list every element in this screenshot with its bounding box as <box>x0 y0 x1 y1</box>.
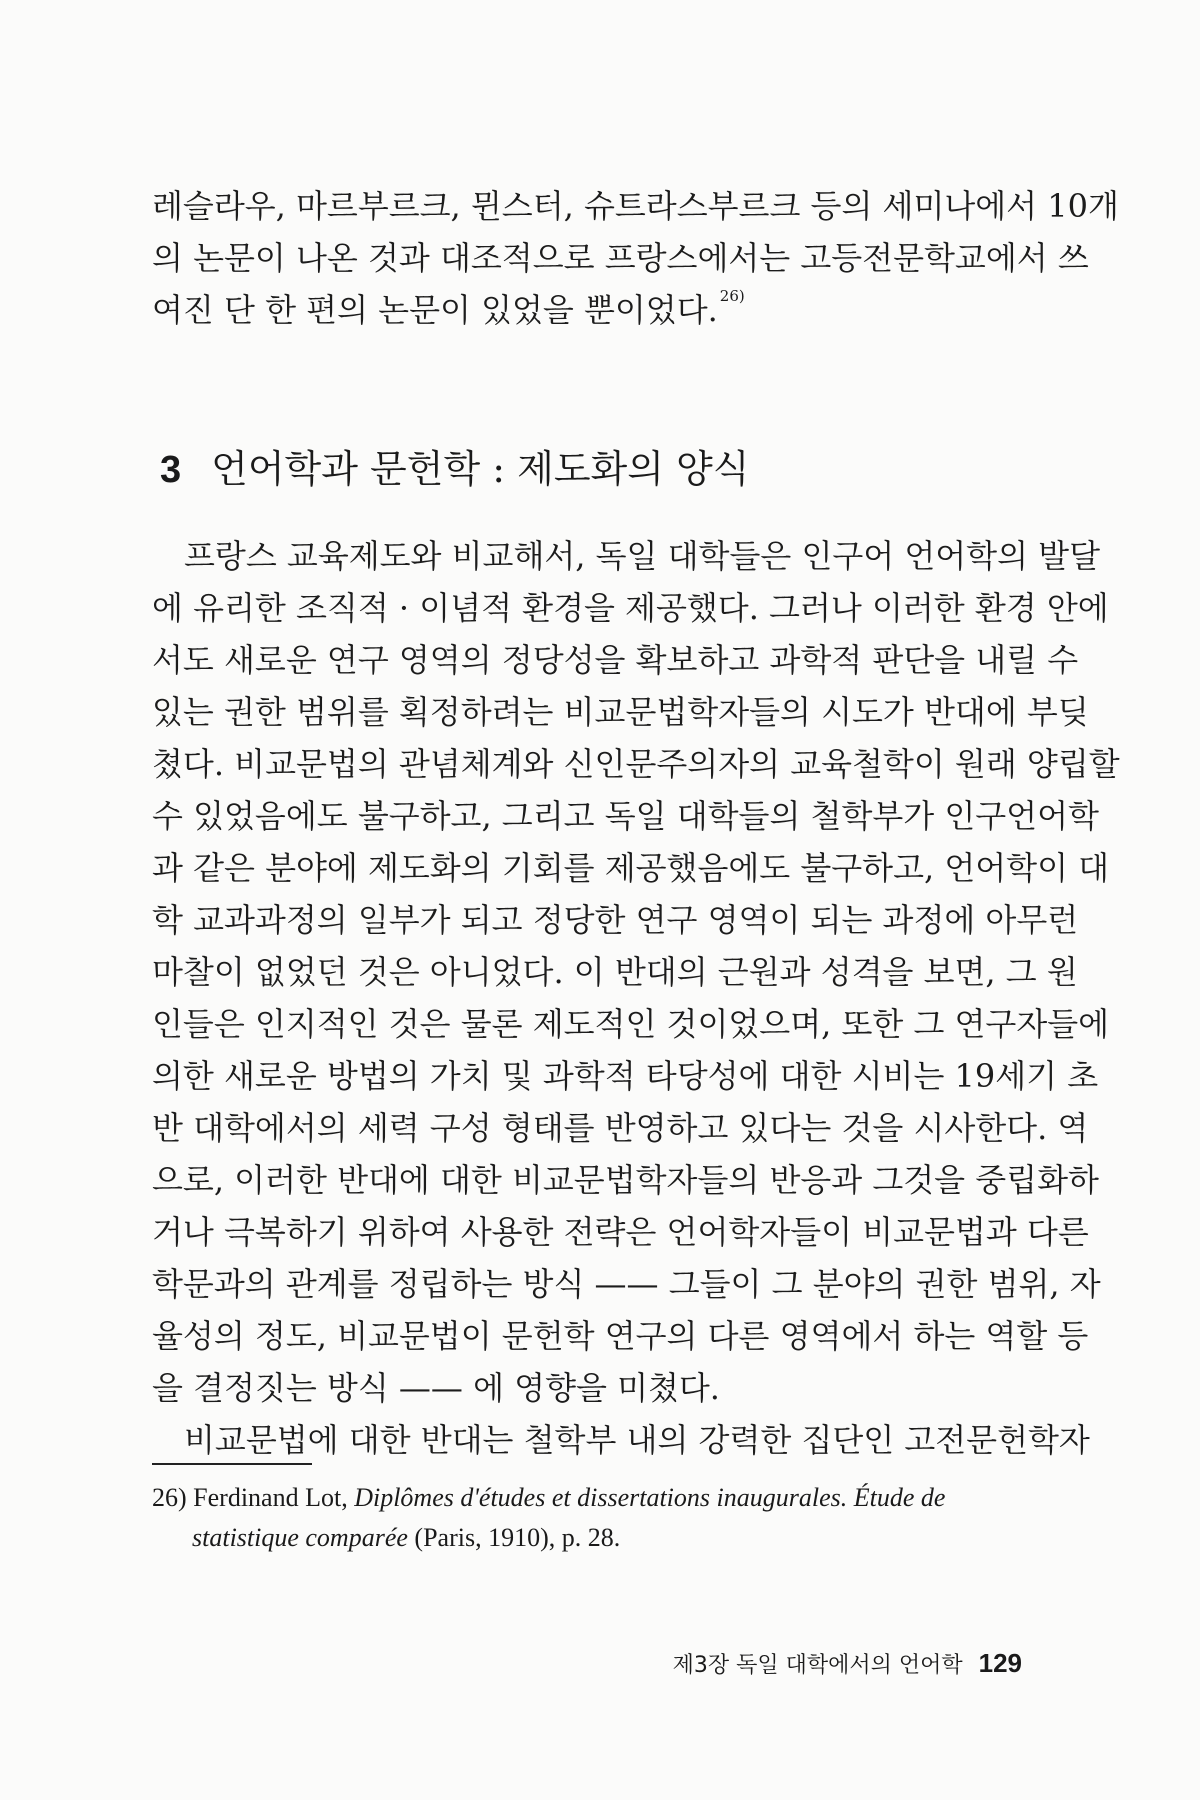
intro-line: 의 논문이 나온 것과 대조적으로 프랑스에서는 고등전문학교에서 쓰 <box>152 239 1089 277</box>
section-number: 3 <box>160 449 182 491</box>
body-line: 과 같은 분야에 제도화의 기회를 제공했음에도 불구하고, 언어학이 대 <box>152 849 1110 887</box>
section-title: 언어학과 문헌학 : 제도화의 양식 <box>211 447 750 491</box>
footnote-number: 26) <box>152 1483 187 1512</box>
section-heading <box>160 438 749 493</box>
body-line: 수 있었음에도 불구하고, 그리고 독일 대학들의 철학부가 인구언어학 <box>152 797 1099 835</box>
body-line: 프랑스 교육제도와 비교해서, 독일 대학들은 인구어 언어학의 발달 <box>184 537 1101 575</box>
footnote <box>152 1478 1022 1558</box>
footnote-line <box>152 1518 1022 1558</box>
body-line: 율성의 정도, 비교문법이 문헌학 연구의 다른 영역에서 하는 역할 등 <box>152 1317 1089 1355</box>
footnote-publication: (Paris, 1910), p. 28. <box>414 1523 621 1552</box>
body-line: 비교문법에 대한 반대는 철학부 내의 강력한 집단인 고전문헌학자 <box>184 1421 1090 1459</box>
body-line: 마찰이 없었던 것은 아니었다. 이 반대의 근원과 성격을 보면, 그 원 <box>152 953 1078 991</box>
body-line: 있는 권한 범위를 획정하려는 비교문법학자들의 시도가 반대에 부딪 <box>152 693 1089 731</box>
footnote-title: Diplômes d'études et dissertations inaugurales. Étude de <box>354 1483 946 1512</box>
footnote-divider <box>152 1463 312 1465</box>
footnote-reference[interactable]: 26) <box>719 287 745 305</box>
body-line: 서도 새로운 연구 영역의 정당성을 확보하고 과학적 판단을 내릴 수 <box>152 641 1079 679</box>
footnote-title-cont: statistique comparée <box>192 1523 408 1552</box>
body-paragraph <box>152 530 1120 1466</box>
body-line: 의한 새로운 방법의 가치 및 과학적 타당성에 대한 시비는 19세기 초 <box>152 1057 1099 1095</box>
body-line: 거나 극복하기 위하여 사용한 전략은 언어학자들이 비교문법과 다른 <box>152 1213 1089 1251</box>
intro-line: 레슬라우, 마르부르크, 뮌스터, 슈트라스부르크 등의 세미나에서 10개 <box>152 187 1119 225</box>
body-line: 학문과의 관계를 정립하는 방식 —— 그들이 그 분야의 권한 범위, 자 <box>152 1265 1101 1303</box>
body-line: 쳤다. 비교문법의 관념체계와 신인문주의자의 교육철학이 원래 양립할 <box>152 745 1120 783</box>
intro-line-text: 여진 단 한 편의 논문이 있었을 뿐이었다. <box>152 291 718 329</box>
body-line: 에 유리한 조직적 · 이념적 환경을 제공했다. 그러나 이러한 환경 안에 <box>152 589 1109 627</box>
body-line: 을 결정짓는 방식 —— 에 영향을 미쳤다. <box>152 1369 720 1407</box>
running-footer <box>673 1648 1022 1679</box>
footnote-author: Ferdinand Lot, <box>193 1483 348 1512</box>
intro-paragraph <box>152 180 1119 336</box>
body-line: 반 대학에서의 세력 구성 형태를 반영하고 있다는 것을 시사한다. 역 <box>152 1109 1089 1147</box>
footnote-line <box>152 1478 1022 1518</box>
body-line: 학 교과과정의 일부가 되고 정당한 연구 영역이 되는 과정에 아무런 <box>152 901 1079 939</box>
chapter-title: 제3장 독일 대학에서의 언어학 <box>672 1653 963 1678</box>
body-line: 인들은 인지적인 것은 물론 제도적인 것이었으며, 또한 그 연구자들에 <box>152 1005 1110 1043</box>
intro-line-last <box>152 284 1022 336</box>
body-line: 으로, 이러한 반대에 대한 비교문법학자들의 반응과 그것을 중립화하 <box>152 1161 1099 1199</box>
page-number: 129 <box>978 1648 1022 1678</box>
